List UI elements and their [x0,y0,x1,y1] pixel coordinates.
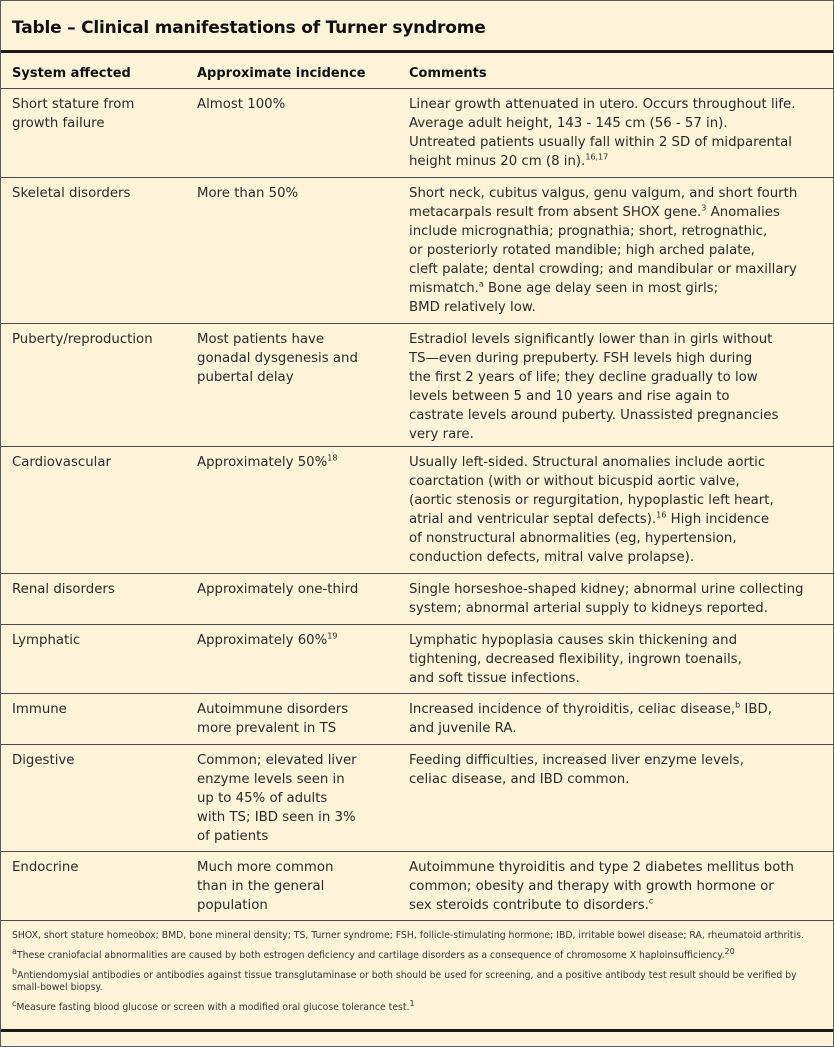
footnote-text: Antiendomysial antibodies or antibodies against tissue transglutaminase or both should be used for screening, and a positive antibody test result should be verified by small-bowel biopsy. [12,970,797,993]
cell-system: Endocrine [12,860,79,875]
header-system: System affected [12,66,131,81]
citation-sup: 3 [701,203,707,213]
cell-incidence: Almost 100% [197,97,286,112]
comments-text: Bone age delay seen in most girls; BMD relatively low. [409,281,719,315]
table-row [1,852,833,921]
footnote-mark: c [12,998,17,1008]
cell-comments [409,858,829,915]
table-title: Table – Clinical manifestations of Turner syndrome [12,18,486,38]
cell-comments [409,700,829,738]
citation-sup: 20 [724,946,735,956]
cell-incidence: More than 50% [197,186,299,201]
comments-text: Increased incidence of thyroiditis, celiac disease, [409,702,736,717]
citation-sup: 19 [327,631,338,641]
cell-incidence: Much more common than in the general population [197,860,334,913]
cell-comments: Single horseshoe-shaped kidney; abnormal urine collecting system; abnormal arterial supply to kidneys reported. [409,582,804,616]
footnote-mark: b [12,966,18,976]
cell-system: Short stature from growth failure [12,97,135,131]
comments-text: Anomalies include micrognathia; prognathia; short, retrognathic, or posteriorly rotated mandible; high arched palate, cleft palate; dental crowding; and mandibular or maxillary mismatch. [409,205,797,296]
cell-incidence: Common; elevated liver enzyme levels seen in up to 45% of adults with TS; IBD seen in 3% of patients [197,753,357,844]
table-row [1,447,833,574]
cell-system: Renal disorders [12,582,115,597]
footnote-mark: a [478,279,484,289]
footnote-text: Measure fasting blood glucose or screen with a modified oral glucose tolerance test. [16,1002,410,1013]
incidence-text: Approximately 50% [197,455,328,470]
cell-comments [409,95,829,171]
table-footnotes [12,930,825,1022]
cell-comments: Estradiol levels significantly lower than in girls without TS—even during prepuberty. FSH levels high during the first 2 years of life; they decline gradually to low levels between 5 and 10 years and rise again to castrate levels around puberty. Unassisted pregnancies very rare. [409,332,779,442]
cell-incidence: Approximately one-third [197,582,359,597]
table-row [1,694,833,745]
table-row [1,89,833,178]
cell-incidence [197,631,397,650]
cell-system: Puberty/reproduction [12,332,153,347]
footnote-text: These craniofacial abnormalities are caused by both estrogen deficiency and cartilage disorders as a consequence of chromosome X haploinsufficiency. [16,950,725,961]
bottom-rule [1,1029,833,1032]
comments-text: Usually left-sided. Structural anomalies include aortic coarctation (with or without bicuspid aortic valve, (aortic stenosis or regurgitation, hypoplastic left heart, atrial and ventricular septal defects). [409,455,774,527]
cell-comments: Lymphatic hypoplasia causes skin thickening and tightening, decreased flexibility, ingrown toenails, and soft tissue infections. [409,633,742,686]
footnote-c [12,998,825,1014]
citation-sup: 18 [327,453,338,463]
footnote-mark: a [12,946,17,956]
footnote-mark: b [735,700,741,710]
header-comments: Comments [409,66,487,81]
comments-text: Autoimmune thyroiditis and type 2 diabetes mellitus both common; obesity and therapy with growth hormone or sex steroids contribute to disorders. [409,860,794,913]
cell-system: Lymphatic [12,633,81,648]
cell-incidence [197,453,397,472]
table-header [1,54,833,88]
cell-incidence: Autoimmune disorders more prevalent in TS [197,702,349,736]
header-incidence: Approximate incidence [197,66,366,81]
citation-sup: 1 [409,998,415,1008]
table-row [1,574,833,625]
cell-comments [409,184,829,317]
citation-sup: 16,17 [585,152,609,162]
cell-system: Immune [12,702,67,717]
footnote-mark: c [648,896,654,906]
table-row [1,178,833,324]
cell-system: Digestive [12,753,75,768]
table-row [1,324,833,447]
comments-text: Linear growth attenuated in utero. Occurs throughout life. Average adult height, 143 - 145 cm (56 - 57 in). Untreated patients usually fall within 2 SD of midparental height minus 20 cm (8 in). [409,97,796,169]
comments-text: Short neck, cubitus valgus, genu valgum, and short fourth metacarpals result from absent SHOX gene. [409,186,798,220]
cell-system: Skeletal disorders [12,186,131,201]
comments-text: IBD, and juvenile RA. [409,702,772,736]
top-rule [1,50,833,53]
citation-sup: 16 [656,510,667,520]
footnote-b [12,966,825,994]
incidence-text: Approximately 60% [197,633,328,648]
cell-comments [409,453,829,567]
cell-comments: Feeding difficulties, increased liver enzyme levels, celiac disease, and IBD common. [409,753,744,787]
cell-system: Cardiovascular [12,455,111,470]
table-row [1,745,833,852]
footnote-abbreviations: SHOX, short stature homeobox; BMD, bone mineral density; TS, Turner syndrome; FSH, follicle-stimulating hormone; IBD, irritable bowel disease; RA, rheumatoid arthritis. [12,930,804,941]
table-row [1,625,833,694]
comments-text: High incidence of nonstructural abnormalities (eg, hypertension, conduction defects, mitral valve prolapse). [409,512,770,565]
footnote-a [12,946,825,962]
cell-incidence: Most patients have gonadal dysgenesis and pubertal delay [197,332,358,385]
